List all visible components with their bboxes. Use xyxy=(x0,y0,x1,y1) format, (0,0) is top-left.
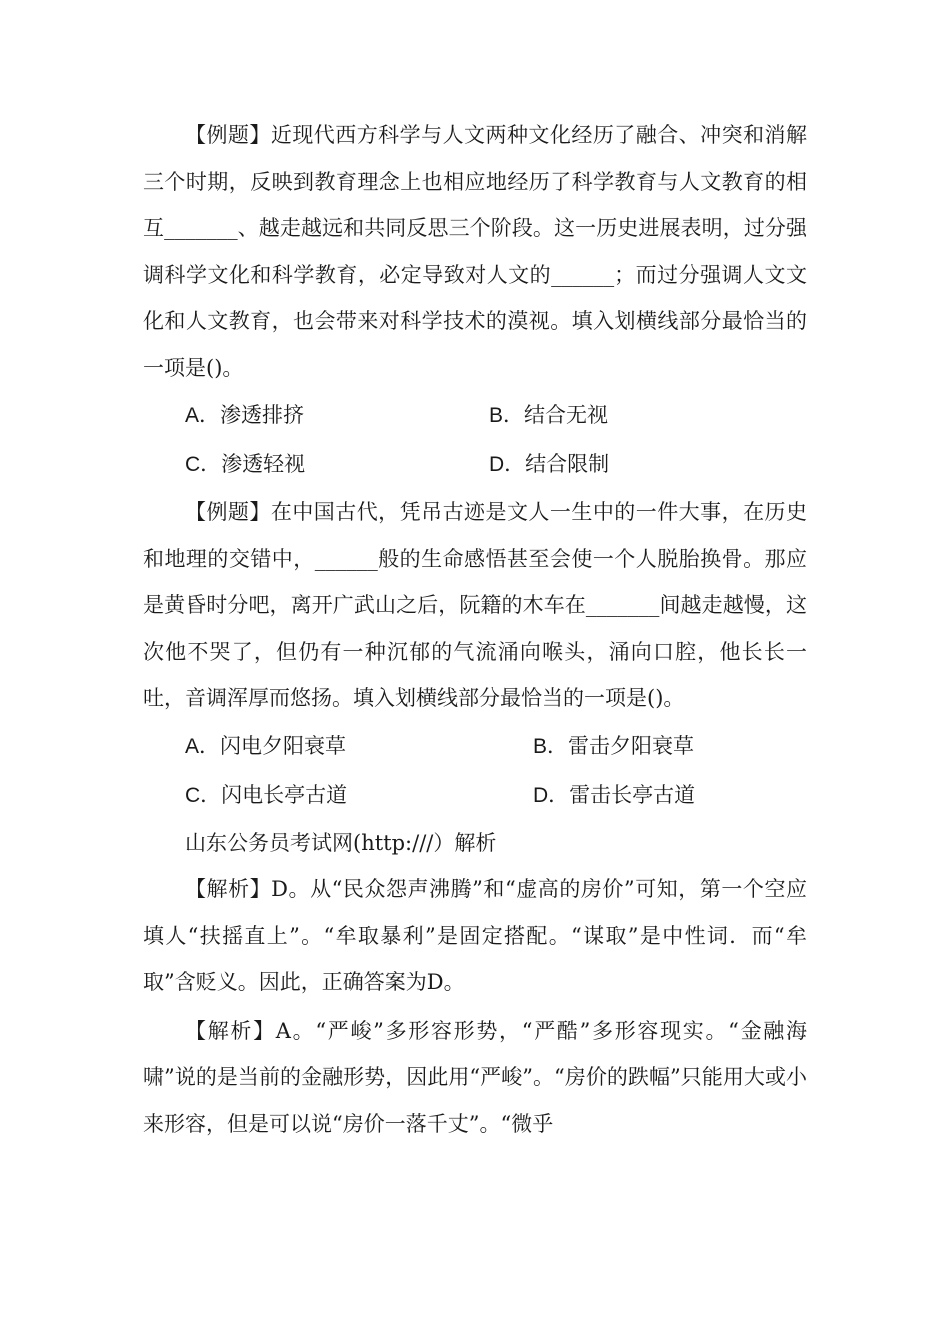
question-2-options xyxy=(143,722,807,820)
analysis-2: 【解析】A。“严峻”多形容形势，“严酷”多形容现实。“金融海啸”说的是当前的金融形势，因此用“严峻”。“房价的跌幅”只能用大或小来形容，但是可以说“房价一落千丈”。“微乎 xyxy=(143,1018,807,1136)
question-1-option-d: D．结合限制 xyxy=(489,452,610,476)
question-1-option-c: C．渗透轻视 xyxy=(185,452,306,476)
analysis-1: 【解析】D。从“民众怨声沸腾”和“虚高的房价”可知，第一个空应填人“扶摇直上”。“牟取暴利”是固定搭配。“谋取”是中性词．而“牟取”含贬义。因此，正确答案为D。 xyxy=(143,877,807,994)
question-2-option-c: C．闪电长亭古道 xyxy=(185,782,348,807)
question-1-text: 【例题】近现代西方科学与人文两种文化经历了融合、冲突和消解三个时期，反映到教育理念上也相应地经历了科学教育与人文教育的相互_______、越走越远和共同反思三个阶段。这一历史进展表明，过分强调科学文化和科学教育，必定导致对人文的______；而过分强调人文文化和人文教育，也会带来对科学技术的漠视。填入划横线部分最恰当的一项是()。 xyxy=(143,123,807,380)
question-2-option-b: B．雷击夕阳衰草 xyxy=(533,733,695,758)
question-2-option-a: A．闪电夕阳衰草 xyxy=(185,733,347,758)
question-2-option-d: D．雷击长亭古道 xyxy=(533,782,696,807)
document-body xyxy=(143,112,807,1147)
question-1-option-a: A．渗透排挤 xyxy=(185,403,305,427)
question-1-options xyxy=(143,391,807,489)
question-2-text: 【例题】在中国古代，凭吊古迹是文人一生中的一件大事，在历史和地理的交错中，______般的生命感悟甚至会使一个人脱胎换骨。那应是黄昏时分吧，离开广武山之后，阮籍的木车在_______间越走越慢，这次他不哭了，但仍有一种沉郁的气流涌向喉头，涌向口腔，他长长一吐，音调浑厚而悠扬。填入划横线部分最恰当的一项是()。 xyxy=(143,500,807,710)
source-line: 山东公务员考试网(http:///）解析 xyxy=(185,830,497,855)
question-1-option-b: B．结合无视 xyxy=(489,403,609,427)
